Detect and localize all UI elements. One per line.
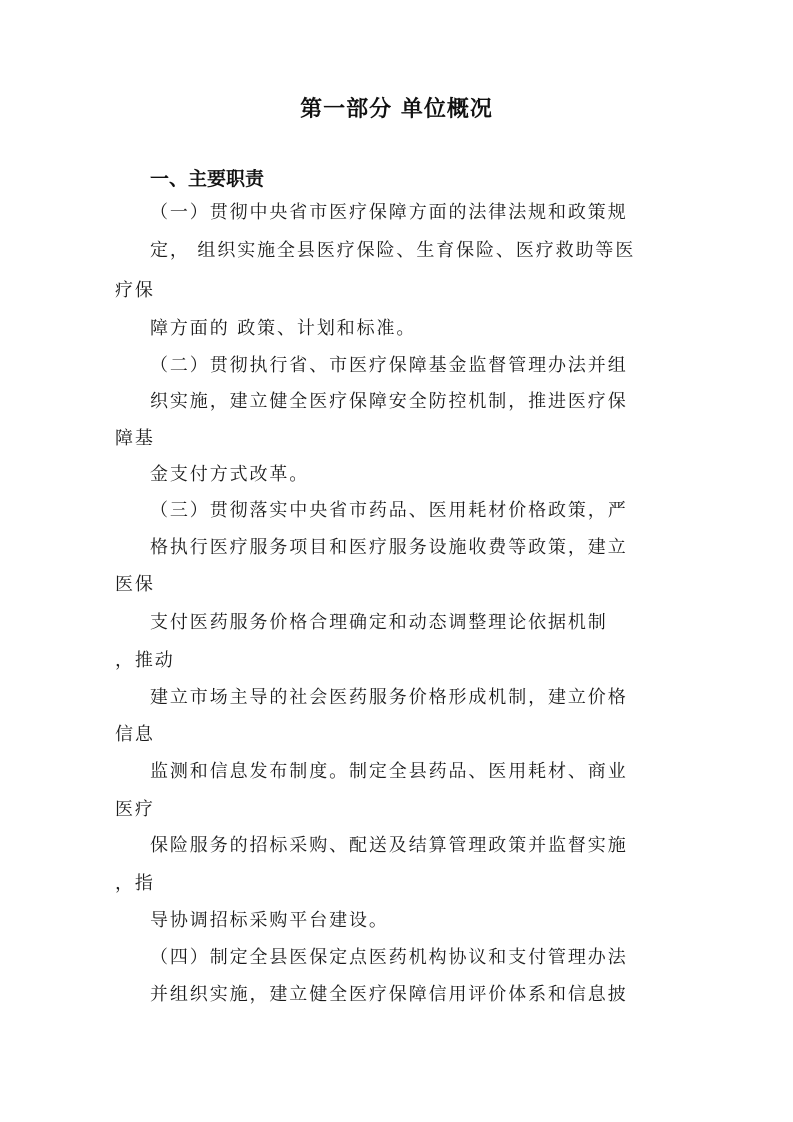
paragraph-line: （三）贯彻落实中央省市药品、医用耗材价格政策，严 xyxy=(150,500,628,521)
paragraph-line: （四）制定全县医保定点医药机构协议和支付管理办法 xyxy=(150,947,628,968)
section-heading: 一、主要职责 xyxy=(150,168,265,190)
paragraph-line: ，推动 xyxy=(115,650,175,671)
paragraph-line: 医保 xyxy=(115,574,155,595)
paragraph-line: 支付医药服务价格合理确定和动态调整理论依据机制 xyxy=(150,612,608,633)
paragraph-line: ，指 xyxy=(115,873,155,894)
paragraph-line: （二）贯彻执行省、市医疗保障基金监督管理办法并组 xyxy=(150,355,628,376)
paragraph-line: 织实施，建立健全医疗保障安全防控机制，推进医疗保 xyxy=(150,391,628,412)
paragraph-line: 监测和信息发布制度。制定全县药品、医用耗材、商业 xyxy=(150,761,628,782)
paragraph-line: 金支付方式改革。 xyxy=(150,464,310,485)
paragraph-line: 定， 组织实施全县医疗保险、生育保险、医疗救助等医 xyxy=(150,240,636,261)
paragraph-line: 保险服务的招标采购、配送及结算管理政策并监督实施 xyxy=(150,835,628,856)
paragraph-line: 导协调招标采购平台建设。 xyxy=(150,910,389,931)
paragraph-line: 障方面的 政策、计划和标准。 xyxy=(150,318,417,339)
paragraph-line: 格执行医疗服务项目和医疗服务设施收费等政策，建立 xyxy=(150,537,628,558)
paragraph-line: 医疗 xyxy=(115,799,155,820)
paragraph-line: （一）贯彻中央省市医疗保障方面的法律法规和政策规 xyxy=(150,202,628,223)
paragraph-line: 信息 xyxy=(115,724,155,745)
paragraph-line: 建立市场主导的社会医药服务价格形成机制，建立价格 xyxy=(150,687,628,708)
paragraph-line: 并组织实施，建立健全医疗保障信用评价体系和信息披 xyxy=(150,984,628,1005)
paragraph-line: 障基 xyxy=(115,428,155,449)
paragraph-line: 疗保 xyxy=(115,280,155,301)
page-title: 第一部分 单位概况 xyxy=(300,97,493,122)
